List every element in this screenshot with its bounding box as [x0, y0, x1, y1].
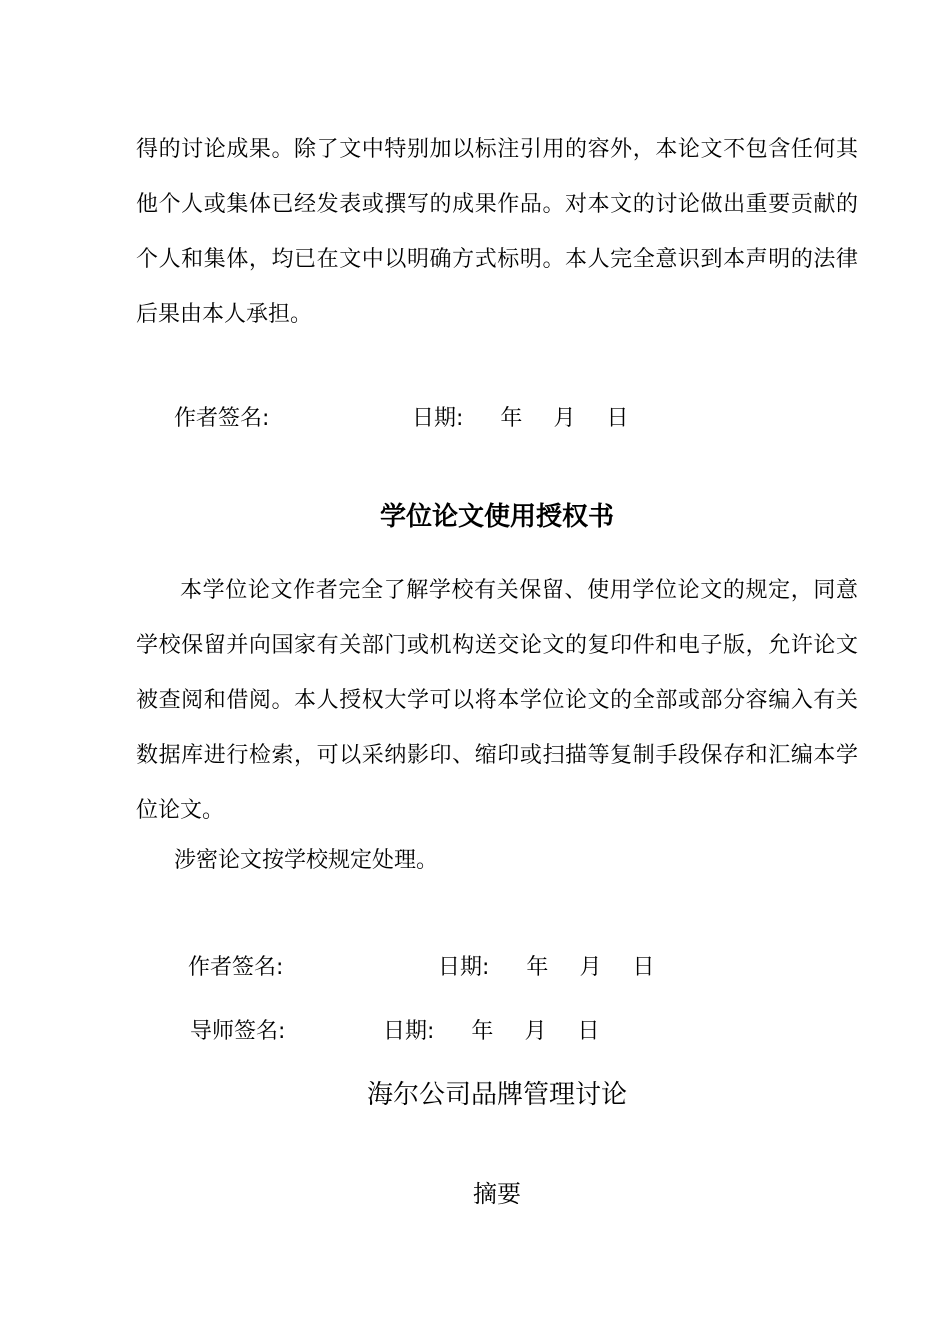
declaration-date-line	[412, 404, 628, 434]
date-label: 日期:	[412, 406, 464, 431]
declaration-paragraph: 得的讨论成果。除了文中特别加以标注引用的容外，本论文不包含任何其他个人或集体已经发表或撰写的成果作品。对本文的讨论做出重要贡献的个人和集体，均已在文中以明确方式标明。本人完全意识到本声明的法律后果由本人承担。	[136, 137, 858, 327]
declaration-signature-line	[174, 404, 269, 434]
advisor-signature-label: 导师签名:	[190, 1019, 286, 1044]
day-label: 日	[632, 955, 655, 980]
author-signature-label: 作者签名:	[188, 955, 284, 980]
advisor-signature-line	[190, 1017, 285, 1047]
date-label: 日期:	[383, 1019, 435, 1044]
author-signature-line	[188, 953, 283, 983]
day-label: 日	[606, 406, 629, 431]
year-label: 年	[471, 1019, 494, 1044]
month-label: 月	[553, 406, 576, 431]
year-label: 年	[500, 406, 523, 431]
advisor-date-line	[383, 1017, 599, 1047]
author-signature-label: 作者签名:	[174, 406, 270, 431]
authorization-heading: 学位论文使用授权书	[379, 502, 614, 532]
abstract-heading: 摘要	[473, 1180, 521, 1208]
month-label: 月	[524, 1019, 547, 1044]
year-label: 年	[526, 955, 549, 980]
thesis-title: 海尔公司品牌管理讨论	[366, 1080, 627, 1110]
date-label: 日期:	[438, 955, 490, 980]
author-date-line	[438, 953, 654, 983]
day-label: 日	[577, 1019, 600, 1044]
confidential-note: 涉密论文按学校规定处理。	[174, 848, 439, 873]
authorization-paragraph: 本学位论文作者完全了解学校有关保留、使用学位论文的规定，同意学校保留并向国家有关部门或机构送交论文的复印件和电子版，允许论文被查阅和借阅。本人授权大学可以将本学位论文的全部或部分容编入有关数据库进行检索，可以采纳影印、缩印或扫描等复制手段保存和汇编本学位论文。	[136, 578, 858, 823]
month-label: 月	[579, 955, 602, 980]
